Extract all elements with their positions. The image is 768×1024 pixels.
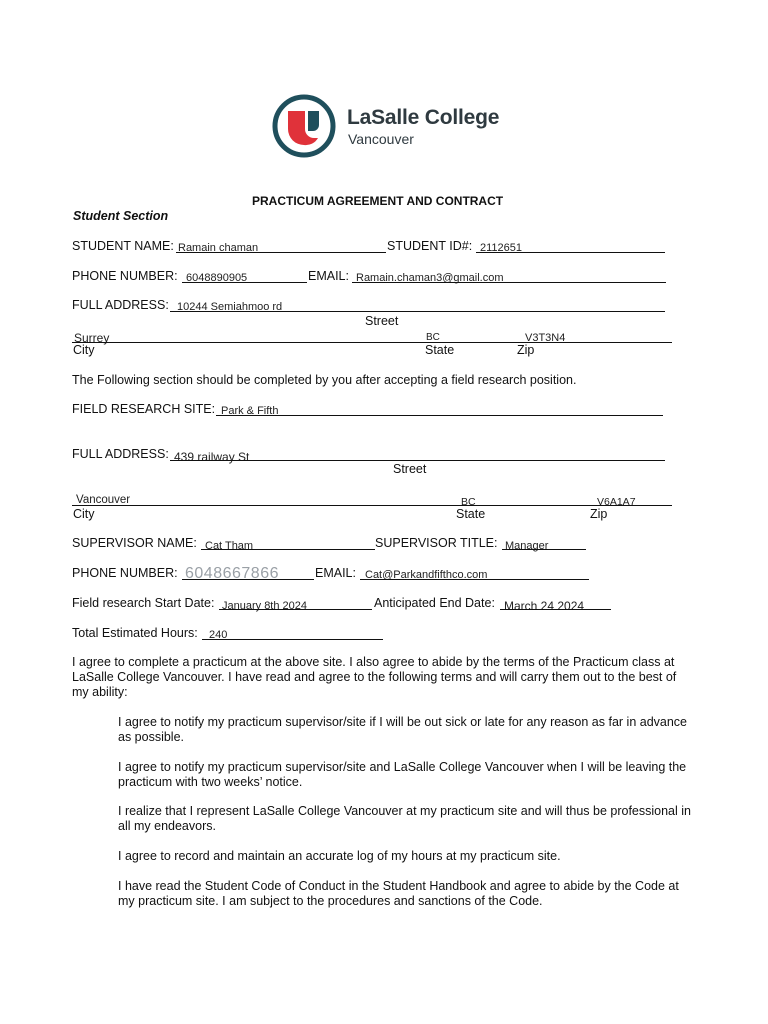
hours-label: Total Estimated Hours:: [72, 626, 198, 640]
student-id-underline: [476, 252, 665, 253]
student-name-label: STUDENT NAME:: [72, 239, 174, 253]
street-caption: Street: [365, 314, 399, 328]
site-zip-value[interactable]: V6A1A7: [597, 496, 636, 508]
following-instruction: The Following section should be completed by you after accepting a field research position.: [72, 373, 577, 387]
hours-underline: [202, 639, 383, 640]
supervisor-email-label: EMAIL:: [315, 566, 356, 580]
term-item: I realize that I represent LaSalle College Vancouver at my practicum site and will thus be professional in all my endeavors.: [118, 804, 691, 833]
supervisor-phone-label: PHONE NUMBER:: [72, 566, 178, 580]
student-id-value[interactable]: 2112651: [480, 242, 523, 254]
site-address-value[interactable]: 439 railway St: [174, 450, 250, 464]
zip-caption: Zip: [517, 343, 535, 357]
college-logo-icon: [271, 93, 337, 159]
state-value[interactable]: BC: [426, 332, 440, 343]
phone-label: PHONE NUMBER:: [72, 269, 178, 283]
start-date-label: Field research Start Date:: [72, 596, 215, 610]
site-state-value[interactable]: BC: [461, 496, 476, 508]
city-value[interactable]: Surrey: [74, 331, 110, 345]
state-caption: State: [425, 343, 455, 357]
end-date-underline: [500, 609, 611, 610]
supervisor-title-value[interactable]: Manager: [505, 540, 549, 552]
supervisor-name-underline: [201, 549, 375, 550]
site-address-underline: [170, 460, 665, 461]
end-date-value[interactable]: March 24 2024: [504, 599, 585, 613]
site-underline: [216, 415, 663, 416]
phone-underline: [182, 282, 307, 283]
email-label: EMAIL:: [308, 269, 349, 283]
student-id-label: STUDENT ID#:: [387, 239, 473, 253]
site-state-caption: State: [456, 507, 486, 521]
start-date-value[interactable]: January 8th 2024: [222, 600, 308, 612]
term-item: I have read the Student Code of Conduct in the Student Handbook and agree to abide by the Code at my practicum site. I am subject to the procedures and sanctions of the Code.: [118, 879, 679, 908]
supervisor-title-underline: [502, 549, 586, 550]
site-city-state-zip-underline: [72, 505, 672, 506]
student-name-value[interactable]: Ramain chaman: [178, 242, 259, 254]
supervisor-email-underline: [360, 579, 589, 580]
city-state-zip-underline: [72, 342, 672, 343]
site-city-value[interactable]: Vancouver: [76, 494, 131, 506]
hours-value[interactable]: 240: [209, 629, 228, 641]
term-item: I agree to notify my practicum supervisor/site if I will be out sick or late for any reason as far in advance as possible.: [118, 715, 688, 744]
start-date-underline: [219, 609, 372, 610]
college-campus: Vancouver: [348, 131, 414, 147]
site-value[interactable]: Park & Fifth: [221, 405, 279, 417]
supervisor-email-value[interactable]: Cat@Parkandfifthco.com: [365, 569, 488, 581]
agreement-intro: I agree to complete a practicum at the above site. I also agree to abide by the terms of the Practicum class at LaSalle College Vancouver. I have read and agree to the following terms and will carry them out to the best of my ability:: [72, 655, 677, 699]
site-street-caption: Street: [393, 462, 427, 476]
address-underline: [170, 311, 665, 312]
supervisor-name-label: SUPERVISOR NAME:: [72, 536, 197, 550]
site-zip-caption: Zip: [590, 507, 608, 521]
city-caption: City: [73, 343, 95, 357]
email-value[interactable]: Ramain.chaman3@gmail.com: [356, 272, 504, 284]
address-value[interactable]: 10244 Semiahmoo rd: [177, 301, 283, 313]
college-name: LaSalle College: [347, 106, 500, 129]
site-address-label: FULL ADDRESS:: [72, 447, 169, 461]
supervisor-phone-value[interactable]: 6048667866: [185, 565, 279, 582]
supervisor-title-label: SUPERVISOR TITLE:: [375, 536, 498, 550]
student-name-underline: [176, 252, 386, 253]
zip-value[interactable]: V3T3N4: [525, 332, 566, 344]
supervisor-name-value[interactable]: Cat Tham: [205, 540, 254, 552]
term-item: I agree to record and maintain an accurate log of my hours at my practicum site.: [118, 849, 561, 863]
end-date-label: Anticipated End Date:: [374, 596, 495, 610]
phone-value[interactable]: 6048890905: [186, 272, 248, 284]
email-underline: [352, 282, 666, 283]
term-item: I agree to notify my practicum supervisor/site and LaSalle College Vancouver when I will be leaving the practicum with two weeks’ notice.: [118, 760, 687, 789]
site-label: FIELD RESEARCH SITE:: [72, 402, 216, 416]
form-title: PRACTICUM AGREEMENT AND CONTRACT: [252, 194, 504, 208]
student-section-heading: Student Section: [73, 209, 169, 223]
supervisor-phone-underline: [182, 579, 314, 580]
site-city-caption: City: [73, 507, 95, 521]
address-label: FULL ADDRESS:: [72, 298, 169, 312]
